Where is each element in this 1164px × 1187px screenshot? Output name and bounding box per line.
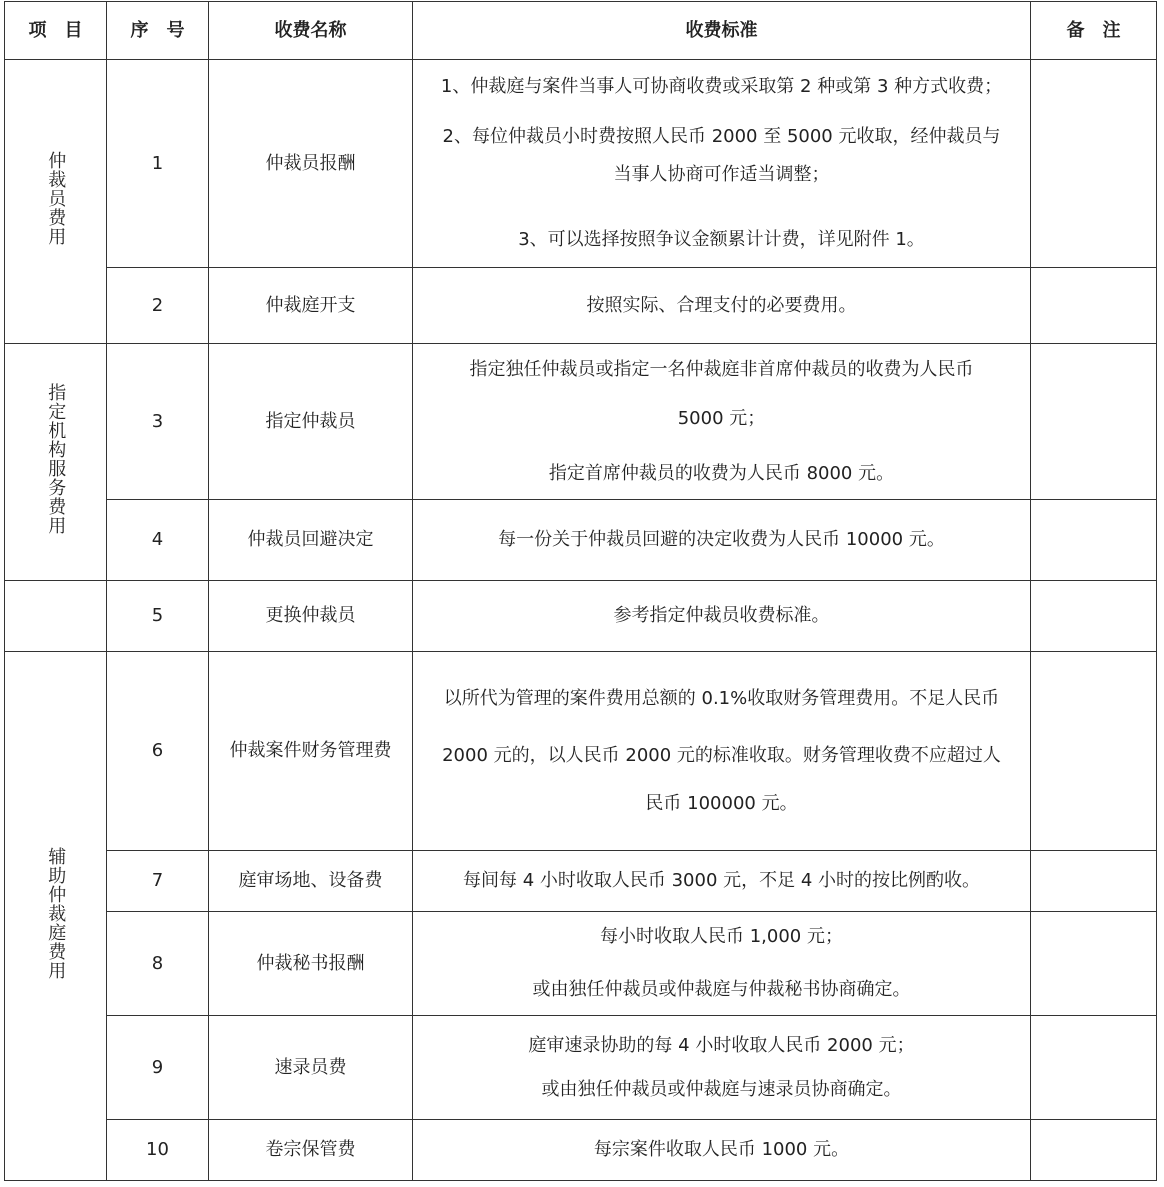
table-row — [5, 60, 1157, 268]
category-label: 指定机构服务费用 — [45, 383, 67, 536]
fee-schedule-table — [4, 1, 1157, 1181]
fee-standard — [413, 344, 1031, 500]
table-row — [5, 1120, 1157, 1181]
remark-cell — [1031, 344, 1157, 500]
fee-standard-line: 庭审速录协助的每 4 小时收取人民币 2000 元； — [528, 1034, 915, 1056]
fee-standard — [413, 581, 1031, 652]
fee-standard — [413, 912, 1031, 1016]
fee-name: 仲裁庭开支 — [209, 268, 413, 344]
row-number: 6 — [107, 652, 209, 851]
remark-cell — [1031, 1016, 1157, 1120]
fee-name: 速录员费 — [209, 1016, 413, 1120]
header-number: 序 号 — [107, 2, 209, 60]
fee-name: 卷宗保管费 — [209, 1120, 413, 1181]
row-number: 8 — [107, 912, 209, 1016]
remark-cell — [1031, 60, 1157, 268]
remark-cell — [1031, 652, 1157, 851]
table-header-row — [5, 2, 1157, 60]
row-number: 3 — [107, 344, 209, 500]
fee-standard-line: 2000 元的，以人民币 2000 元的标准收取。财务管理收费不应超过人 — [442, 745, 1001, 767]
fee-standard-line: 1、仲裁庭与案件当事人可协商收费或采取第 2 种或第 3 种方式收费； — [440, 76, 1003, 98]
row-number: 10 — [107, 1120, 209, 1181]
remark-cell — [1031, 1120, 1157, 1181]
fee-standard — [413, 851, 1031, 912]
fee-name: 仲裁秘书报酬 — [209, 912, 413, 1016]
fee-standard-line: 每宗案件收取人民币 1000 元。 — [593, 1139, 850, 1161]
table-row — [5, 912, 1157, 1016]
fee-standard-line: 按照实际、合理支付的必要费用。 — [586, 294, 857, 316]
table-row — [5, 851, 1157, 912]
fee-name: 仲裁员回避决定 — [209, 500, 413, 581]
category-cell-institution-fees — [5, 344, 107, 581]
header-fee-name: 收费名称 — [209, 2, 413, 60]
fee-standard-line: 参考指定仲裁员收费标准。 — [613, 605, 830, 627]
category-label: 仲裁员费用 — [45, 151, 67, 247]
fee-standard-line: 指定独任仲裁员或指定一名仲裁庭非首席仲裁员的收费为人民币 — [469, 358, 974, 380]
fee-name: 仲裁案件财务管理费 — [209, 652, 413, 851]
fee-standard-line: 5000 元； — [677, 408, 766, 430]
category-cell-arbitrator-fees — [5, 60, 107, 344]
fee-name: 更换仲裁员 — [209, 581, 413, 652]
table-row — [5, 1016, 1157, 1120]
fee-standard — [413, 268, 1031, 344]
row-number: 1 — [107, 60, 209, 268]
table-row — [5, 344, 1157, 500]
fee-standard-line: 当事人协商可作适当调整； — [613, 163, 830, 185]
header-fee-standard: 收费标准 — [413, 2, 1031, 60]
category-label: 辅助仲裁庭费用 — [45, 846, 67, 980]
header-category: 项 目 — [5, 2, 107, 60]
remark-cell — [1031, 912, 1157, 1016]
row-number: 9 — [107, 1016, 209, 1120]
fee-standard-line: 民币 100000 元。 — [645, 792, 798, 814]
fee-standard — [413, 1016, 1031, 1120]
fee-standard-line: 2、每位仲裁员小时费按照人民币 2000 至 5000 元收取，经仲裁员与 — [442, 125, 1001, 147]
remark-cell — [1031, 268, 1157, 344]
header-remark: 备 注 — [1031, 2, 1157, 60]
fee-standard — [413, 500, 1031, 581]
table-row — [5, 268, 1157, 344]
fee-standard — [413, 60, 1031, 268]
fee-standard-line: 3、可以选择按照争议金额累计计费，详见附件 1。 — [518, 229, 925, 251]
row-number: 4 — [107, 500, 209, 581]
row-number: 2 — [107, 268, 209, 344]
fee-standard-line: 以所代为管理的案件费用总额的 0.1%收取财务管理费用。不足人民币 — [443, 687, 1000, 709]
row-number: 7 — [107, 851, 209, 912]
fee-name: 指定仲裁员 — [209, 344, 413, 500]
fee-standard-line: 每小时收取人民币 1,000 元； — [600, 926, 843, 948]
fee-standard-line: 指定首席仲裁员的收费为人民币 8000 元。 — [548, 462, 895, 484]
fee-standard — [413, 652, 1031, 851]
table-row — [5, 652, 1157, 851]
remark-cell — [1031, 500, 1157, 581]
remark-cell — [1031, 581, 1157, 652]
row-number: 5 — [107, 581, 209, 652]
fee-name: 仲裁员报酬 — [209, 60, 413, 268]
fee-standard — [413, 1120, 1031, 1181]
fee-standard-line: 或由独任仲裁员或仲裁庭与速录员协商确定。 — [541, 1078, 902, 1100]
fee-standard-line: 每间每 4 小时收取人民币 3000 元，不足 4 小时的按比例酌收。 — [462, 870, 981, 892]
category-cell-auxiliary-fees — [5, 652, 107, 1181]
fee-standard-line: 每一份关于仲裁员回避的决定收费为人民币 10000 元。 — [498, 529, 945, 551]
table-row — [5, 500, 1157, 581]
fee-name: 庭审场地、设备费 — [209, 851, 413, 912]
remark-cell — [1031, 851, 1157, 912]
table-row — [5, 581, 1157, 652]
category-cell-empty — [5, 581, 107, 652]
fee-standard-line: 或由独任仲裁员或仲裁庭与仲裁秘书协商确定。 — [532, 979, 911, 1000]
